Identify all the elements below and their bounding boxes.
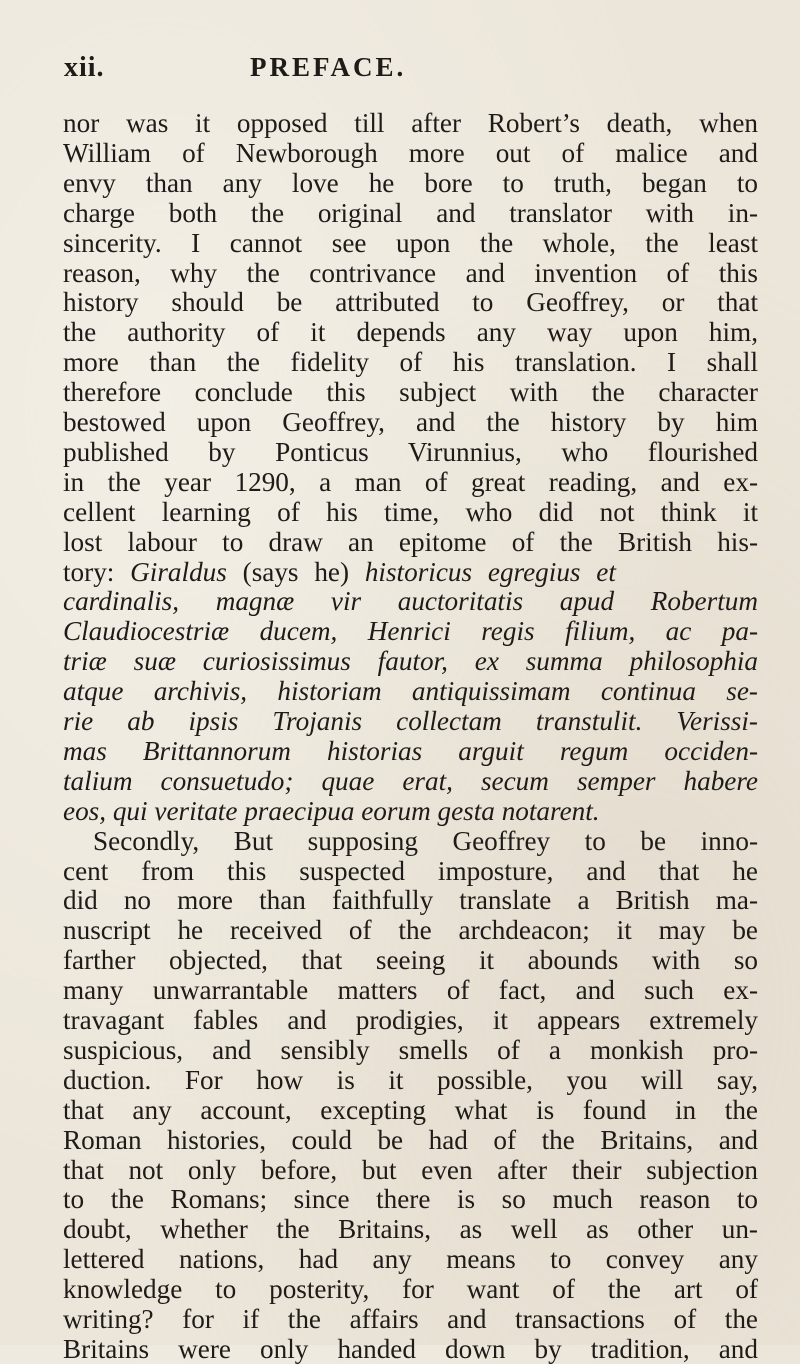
text-line: talium consuetudo; quae erat, secum semper habere (63, 765, 758, 796)
text-line: rie ab ipsis Trojanis collectam transtulit. Verissi- (63, 706, 758, 736)
text-line: triæ suæ curiosissimus fautor, ex summa philosophia (63, 646, 758, 677)
text-line: cardinalis, magnæ vir auctoritatis apud Robertum (63, 586, 758, 617)
text-line: William of Newborough more out of malice and (63, 137, 758, 168)
text-line: travagant fables and prodigies, it appears extremely (63, 1005, 758, 1035)
text-line: that not only before, but even after their subjection (63, 1154, 758, 1185)
text-line: cellent learning of his time, who did not think it (63, 496, 758, 527)
text-line: duction. For how is it possible, you will say, (63, 1064, 758, 1095)
running-head: PREFACE. (250, 52, 407, 82)
text-line: Secondly, But supposing Geoffrey to be inno- (93, 825, 758, 856)
text-line: nor was it opposed till after Robert’s death, when (63, 108, 758, 138)
text-span: (says he) (226, 556, 365, 587)
text-line: Britains were only handed down by tradition, and (63, 1333, 758, 1364)
text-line: did no more than faithfully translate a British ma- (63, 885, 758, 916)
text-line: suspicious, and sensibly smells of a monkish pro- (63, 1034, 758, 1065)
text-line: atque archivis, historiam antiquissimam continua se- (63, 676, 758, 707)
text-line: that any account, excepting what is found in the (63, 1094, 758, 1125)
text-line: more than the fidelity of his translation. I shall (63, 347, 758, 378)
text-line: in the year 1290, a man of great reading, and ex- (63, 466, 758, 497)
text-line: Claudiocestriæ ducem, Henrici regis filium, ac pa- (63, 616, 758, 647)
text-line: lettered nations, had any means to convey any (63, 1244, 758, 1275)
text-line: knowledge to posterity, for want of the art of (63, 1274, 758, 1305)
text-line: charge both the original and translator with in- (63, 197, 758, 228)
text-line: sincerity. I cannot see upon the whole, the least (63, 227, 758, 258)
text-line: published by Ponticus Virunnius, who flourished (63, 436, 758, 467)
text-line: farther objected, that seeing it abounds with so (63, 945, 758, 976)
page-number: xii. (64, 52, 105, 83)
text-line: many unwarrantable matters of fact, and such ex- (63, 975, 758, 1006)
text-line (63, 557, 758, 587)
text-line: therefore conclude this subject with the character (63, 377, 758, 408)
text-span: Giraldus (130, 556, 227, 587)
text-line: the authority of it depends any way upon him, (63, 317, 758, 348)
text-line: Roman histories, could be had of the Britains, and (63, 1124, 758, 1155)
text-line: mas Brittannorum historias arguit regum occiden- (63, 735, 758, 766)
text-span: tory: (63, 556, 131, 587)
text-line: writing? for if the affairs and transactions of the (63, 1304, 758, 1334)
text-line: lost labour to draw an epitome of the British his- (63, 526, 758, 557)
text-line: to the Romans; since there is so much reason to (63, 1184, 758, 1215)
text-line: eos, qui veritate praecipua eorum gesta notarent. (63, 795, 600, 826)
text-line: doubt, whether the Britains, as well as other un- (63, 1214, 758, 1245)
text-line: envy than any love he bore to truth, began to (63, 167, 758, 198)
text-span: historicus egregius et (364, 556, 616, 587)
text-line: nuscript he received of the archdeacon; it may be (63, 915, 758, 946)
text-line: reason, why the contrivance and invention of this (63, 257, 758, 288)
text-line: history should be attributed to Geoffrey, or that (63, 287, 758, 318)
text-line: bestowed upon Geoffrey, and the history by him (63, 407, 758, 437)
text-line: cent from this suspected imposture, and that he (63, 855, 758, 886)
